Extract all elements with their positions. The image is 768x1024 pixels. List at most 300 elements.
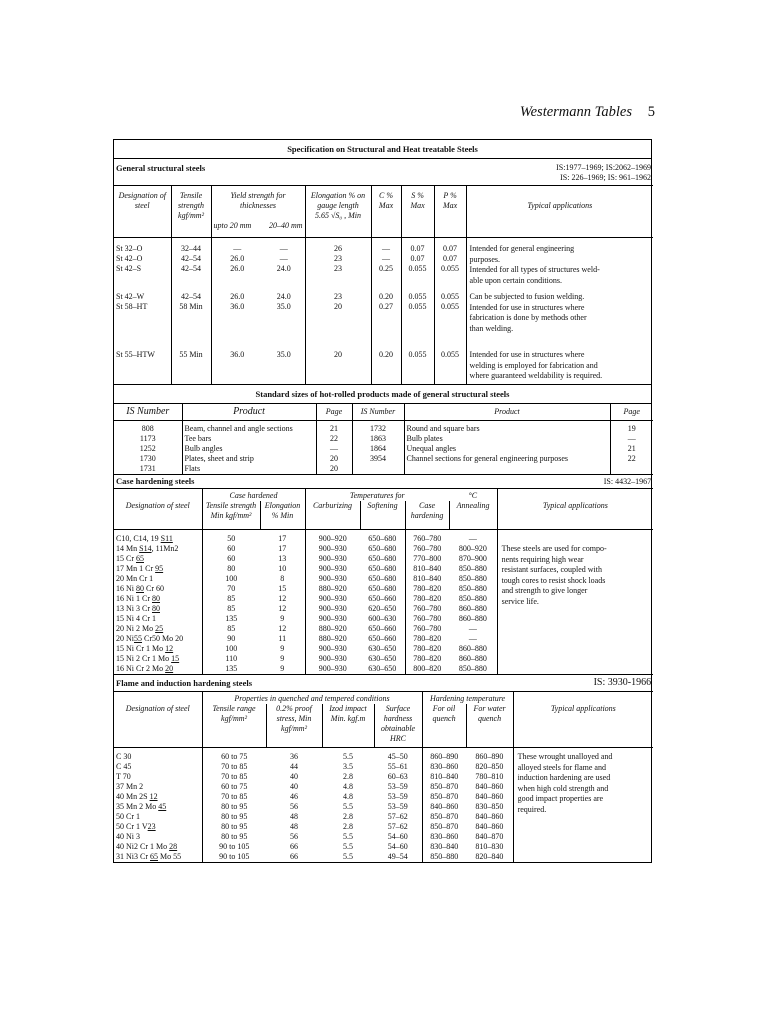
page-cell: 20 xyxy=(316,454,352,464)
value-line: 26.0 xyxy=(230,254,245,263)
tensile-cell: 110 xyxy=(202,654,260,664)
tensile-cell: 85 xyxy=(202,604,260,614)
general-row xyxy=(114,238,653,289)
surface-hardness-cell: 55–61 xyxy=(387,762,408,771)
designation-cell: 20 Ni 2 Mo 25 xyxy=(116,624,164,633)
sizes-header-page-right: Page xyxy=(610,404,653,421)
softening-cell: 620–650 xyxy=(368,604,397,613)
value-line: 0.07 xyxy=(410,254,425,263)
yield-a-cell xyxy=(211,238,263,289)
surface-hardness-cell: 53–59 xyxy=(387,802,408,811)
tensile-range-cell: 60 to 75 xyxy=(202,782,266,792)
underlined-suffix: 15 xyxy=(171,654,180,663)
value-line: 55 Min xyxy=(179,350,203,359)
applications-cell xyxy=(497,530,653,675)
proof-stress-cell: 40 xyxy=(290,782,298,791)
p-cell xyxy=(434,238,466,289)
izod-cell: 2.8 xyxy=(343,812,353,821)
product-cell: Unequal angles xyxy=(404,444,610,454)
tensile-cell: 85 xyxy=(202,624,260,634)
s-cell xyxy=(401,336,434,384)
header-yield-b: 20–40 mm xyxy=(268,221,303,230)
application-line: required. xyxy=(517,804,547,814)
general-title: General structural steels xyxy=(116,163,206,173)
underlined-suffix: 55 xyxy=(134,634,142,643)
tensile-cell: 80 xyxy=(202,564,260,574)
carburizing-cell: 900–930 xyxy=(305,664,360,674)
p-cell xyxy=(434,336,466,384)
general-row xyxy=(114,288,653,336)
value-line: 0.055 xyxy=(441,350,460,359)
general-row xyxy=(114,336,653,384)
proof-stress-cell: 56 xyxy=(290,832,298,841)
value-line: 0.25 xyxy=(379,264,394,273)
surface-hardness-cell: 53–59 xyxy=(387,792,408,801)
value-line: — xyxy=(233,244,242,253)
sizes-row xyxy=(114,464,653,474)
surface-hardness-cell: 54–60 xyxy=(387,832,408,841)
water-quench-cell: 840–860 xyxy=(475,782,504,791)
underlined-suffix: 12 xyxy=(149,792,158,801)
case-hardening-cell: 810–840 xyxy=(405,574,449,584)
water-quench-cell: 820–840 xyxy=(475,852,504,861)
annealing-cell: 850–880 xyxy=(458,564,487,573)
application-line: and strength to give longer xyxy=(501,586,588,595)
designation-cell: 16 Ni Cr 2 Mo 20 xyxy=(116,664,174,673)
proof-stress-cell: 36 xyxy=(290,752,298,761)
value-line: 26.0 xyxy=(230,264,245,273)
designation-cell: C 30 xyxy=(116,752,132,761)
product-cell: Plates, sheet and strip xyxy=(182,454,316,464)
carburizing-cell: 900–930 xyxy=(305,564,360,574)
application-line: Intended for all types of structures weld- xyxy=(469,265,600,274)
oil-quench-cell: 850–870 xyxy=(422,782,466,792)
carburizing-cell: 900–930 xyxy=(305,614,360,624)
case-header-carburizing: Carburizing xyxy=(305,501,360,530)
value-line: 0.055 xyxy=(441,302,460,311)
designation-cell: 17 Mn 1 Cr 95 xyxy=(116,564,164,573)
water-quench-cell: 810–830 xyxy=(475,842,504,851)
value-line: 0.07 xyxy=(443,244,458,253)
softening-cell: 650–680 xyxy=(368,584,397,593)
flame-header-proof: 0.2% proof stress, Min kgf/mm² xyxy=(266,704,322,748)
header-yield xyxy=(211,186,305,238)
tensile-range-cell: 80 to 95 xyxy=(202,802,266,812)
surface-hardness-cell: 53–59 xyxy=(387,782,408,791)
flame-header-hardening-temp: Hardening temperature xyxy=(422,692,513,705)
izod-cell: 5.5 xyxy=(343,752,353,761)
application-line: when high cold strength and xyxy=(517,783,609,793)
flame-title: Flame and induction hardening steels xyxy=(116,678,253,688)
designation-cell: 20 Mn Cr 1 xyxy=(116,574,154,583)
oil-quench-cell: 830–860 xyxy=(422,762,466,772)
elongation-cell: 10 xyxy=(278,564,287,573)
flame-hardening-table xyxy=(114,674,653,862)
tensile-range-cell: 90 to 105 xyxy=(202,852,266,862)
softening-cell: 650–660 xyxy=(368,594,397,603)
product-cell xyxy=(404,464,610,474)
value-line: 42–54 xyxy=(181,264,201,273)
oil-quench-cell: 850–870 xyxy=(422,792,466,802)
carburizing-cell: 900–930 xyxy=(305,654,360,664)
proof-stress-cell: 66 xyxy=(290,842,298,851)
case-header-temps: Temperatures for xyxy=(305,489,449,502)
designation-cell: T 70 xyxy=(116,772,131,781)
header-applications: Typical applications xyxy=(466,186,653,238)
value-line: St 42–S xyxy=(116,264,142,273)
designation-cell: 15 Ni Cr 1 Mo 12 xyxy=(116,644,174,653)
designation-cell: 40 Mn 2S 12 xyxy=(116,792,158,801)
izod-cell: 2.8 xyxy=(343,772,353,781)
surface-hardness-cell: 45–50 xyxy=(387,752,408,761)
case-title: Case hardening steels xyxy=(116,476,195,486)
case-header-elongation: Elongation % Min xyxy=(260,501,305,530)
page-cell: 22 xyxy=(316,434,352,444)
value-line: 0.055 xyxy=(408,292,427,301)
surface-hardness-cell: 57–62 xyxy=(387,822,408,831)
sizes-row xyxy=(114,454,653,464)
elongation-cell xyxy=(305,288,371,336)
is-number-cell: 1252 xyxy=(139,444,156,453)
elongation-cell: 11 xyxy=(278,634,287,643)
application-line: Can be subjected to fusion welding. xyxy=(469,292,585,301)
oil-quench-cell: 850–880 xyxy=(422,852,466,862)
surface-hardness-cell: 54–60 xyxy=(387,842,408,851)
yield-a-cell xyxy=(211,288,263,336)
water-quench-cell: 840–860 xyxy=(475,792,504,801)
annealing-cell: 870–900 xyxy=(458,554,487,563)
flame-row xyxy=(114,748,653,763)
c-cell xyxy=(371,336,401,384)
elongation-cell: 12 xyxy=(278,624,287,633)
p-cell xyxy=(434,288,466,336)
application-line: where guaranteed weldability is required. xyxy=(469,371,603,380)
application-line: nents requiring high wear xyxy=(501,554,584,564)
case-hardening-cell: 760–780 xyxy=(405,604,449,614)
c-cell xyxy=(371,288,401,336)
value-line: 32–44 xyxy=(181,244,201,253)
elongation-cell: 9 xyxy=(280,614,285,623)
header-yield-label: Yield strength for thicknesses xyxy=(230,191,286,210)
product-cell: Round and square bars xyxy=(404,421,610,435)
designation-cell: 15 Ni 2 Cr 1 Mo 15 xyxy=(116,654,180,663)
oil-quench-cell: 840–860 xyxy=(422,802,466,812)
value-line: 42–54 xyxy=(181,254,201,263)
is-number-cell xyxy=(352,464,404,474)
header-p: P % Max xyxy=(434,186,466,238)
oil-quench-cell: 860–890 xyxy=(422,748,466,763)
carburizing-cell: 880–920 xyxy=(305,584,360,594)
value-line: 0.055 xyxy=(408,302,427,311)
softening-cell: 650–660 xyxy=(368,634,397,643)
flame-header-tensile: Tensile range kgf/mm² xyxy=(202,704,266,748)
elongation-cell xyxy=(305,336,371,384)
case-standard: IS: 4432–1967 xyxy=(603,477,652,486)
softening-cell: 630–650 xyxy=(368,644,397,653)
application-line: induction hardening are used xyxy=(517,773,611,782)
value-line: 0.055 xyxy=(408,350,427,359)
value-line: 36.0 xyxy=(230,302,245,311)
general-standard-2: IS: 226–1969; IS: 961–1962 xyxy=(560,173,652,182)
case-hardening-cell: 780–820 xyxy=(405,584,449,594)
s-cell xyxy=(401,288,434,336)
elongation-cell: 9 xyxy=(280,644,285,653)
value-line: — xyxy=(382,254,391,263)
yield-b-cell xyxy=(263,288,305,336)
designation-cell: 50 Cr 1 xyxy=(116,812,140,821)
designation-cell: 37 Mn 2 xyxy=(116,782,144,791)
value-line: — xyxy=(279,254,288,263)
page-cell: — xyxy=(610,434,653,444)
tensile-cell: 70 xyxy=(202,584,260,594)
water-quench-cell: 860–890 xyxy=(475,752,504,761)
designation-cell xyxy=(114,238,171,289)
carburizing-cell: 900–930 xyxy=(305,544,360,554)
value-line: St 55–HTW xyxy=(116,350,155,359)
softening-cell: 650–680 xyxy=(368,564,397,573)
annealing-cell: — xyxy=(468,624,477,633)
annealing-cell: 860–880 xyxy=(458,654,487,663)
value-line: 20 xyxy=(334,302,342,311)
application-line: These steels are used for compo- xyxy=(501,544,607,553)
case-hardening-cell: 780–820 xyxy=(405,634,449,644)
value-line: 0.055 xyxy=(441,264,460,273)
header-tensile: Tensile strength kgf/mm² xyxy=(171,186,211,238)
proof-stress-cell: 56 xyxy=(290,802,298,811)
s-cell xyxy=(401,238,434,289)
tensile-range-cell: 80 to 95 xyxy=(202,812,266,822)
value-line: St 58–HT xyxy=(116,302,148,311)
case-hardening-table xyxy=(114,474,653,674)
tensile-range-cell: 60 to 75 xyxy=(202,748,266,763)
underlined-suffix: 65 xyxy=(136,554,144,563)
tensile-cell: 100 xyxy=(202,644,260,654)
proof-stress-cell: 48 xyxy=(290,822,298,831)
carburizing-cell: 900–930 xyxy=(305,554,360,564)
proof-stress-cell: 46 xyxy=(290,792,298,801)
izod-cell: 2.8 xyxy=(343,822,353,831)
tensile-range-cell: 70 to 85 xyxy=(202,792,266,802)
header-designation: Designation of steel xyxy=(118,191,166,210)
elongation-cell: 15 xyxy=(278,584,287,593)
oil-quench-cell: 850–870 xyxy=(422,812,466,822)
value-line: — xyxy=(382,244,391,253)
page-number: 5 xyxy=(647,104,655,120)
water-quench-cell: 820–850 xyxy=(475,762,504,771)
flame-header-water: For water quench xyxy=(466,704,513,748)
value-line: St 42–W xyxy=(116,292,145,301)
softening-cell: 650–660 xyxy=(368,624,397,633)
carburizing-cell: 900–930 xyxy=(305,604,360,614)
softening-cell: 630–650 xyxy=(368,664,397,673)
carburizing-cell: 900–930 xyxy=(305,594,360,604)
value-line: 0.055 xyxy=(441,292,460,301)
case-hardening-cell: 760–780 xyxy=(405,614,449,624)
value-line: 24.0 xyxy=(276,292,291,301)
carburizing-cell: 880–920 xyxy=(305,624,360,634)
softening-cell: 600–630 xyxy=(368,614,397,623)
sizes-row xyxy=(114,421,653,435)
applications-cell xyxy=(466,336,653,384)
page-cell: 20 xyxy=(316,464,352,474)
water-quench-cell: 840–870 xyxy=(475,832,504,841)
designation-cell: 20 Ni55 Cr50 Mo 20 xyxy=(116,634,184,643)
case-header-applications: Typical applications xyxy=(497,501,653,530)
softening-cell: 650–680 xyxy=(368,554,397,563)
value-line: 20 xyxy=(334,350,342,359)
izod-cell: 4.8 xyxy=(343,792,353,801)
designation-cell: 13 Ni 3 Cr 80 xyxy=(116,604,160,613)
tensile-range-cell: 80 to 95 xyxy=(202,832,266,842)
tensile-cell: 100 xyxy=(202,574,260,584)
izod-cell: 5.5 xyxy=(343,802,353,811)
designation-cell: 40 Ni 3 xyxy=(116,832,140,841)
designation-cell: 40 Ni2 Cr 1 Mo 28 xyxy=(116,842,178,851)
elongation-cell: 13 xyxy=(278,554,287,563)
flame-header-props: Properties in quenched and tempered conditions xyxy=(202,692,422,705)
value-line: 23 xyxy=(334,254,342,263)
tensile-range-cell: 80 to 95 xyxy=(202,822,266,832)
case-row xyxy=(114,530,653,545)
underlined-suffix: 80 xyxy=(152,604,160,613)
softening-cell: 650–680 xyxy=(368,574,397,583)
yield-b-cell xyxy=(263,238,305,289)
case-header-designation: Designation of steel xyxy=(125,501,190,510)
surface-hardness-cell: 60–63 xyxy=(387,772,408,781)
case-hardening-cell: 770–800 xyxy=(405,554,449,564)
value-line: 0.20 xyxy=(379,292,394,301)
tensile-cell: 90 xyxy=(202,634,260,644)
application-line: alloyed steels for flame and xyxy=(517,762,606,772)
application-line: welding is employed for fabrication and xyxy=(469,360,598,370)
case-header-case-hardened: Case hardened xyxy=(202,489,305,502)
value-line: 0.055 xyxy=(408,264,427,273)
product-cell: Beam, channel and angle sections xyxy=(182,421,316,435)
page-header xyxy=(0,104,768,128)
value-line: 35.0 xyxy=(276,350,291,359)
elongation-cell: 12 xyxy=(278,604,287,613)
water-quench-cell: 840–860 xyxy=(475,812,504,821)
case-hardening-cell: 760–780 xyxy=(405,624,449,634)
is-number-cell: 1732 xyxy=(352,421,404,435)
tensile-cell xyxy=(171,288,211,336)
flame-header-oil: For oil quench xyxy=(422,704,466,748)
flame-standard: IS: 3930-1966 xyxy=(593,677,652,688)
applications-cell xyxy=(513,748,653,863)
case-header-tensile: Tensile strength Min kgf/mm² xyxy=(202,501,260,530)
tensile-cell: 60 xyxy=(202,544,260,554)
tensile-cell xyxy=(171,336,211,384)
tensile-cell: 60 xyxy=(202,554,260,564)
tensile-cell: 135 xyxy=(202,614,260,624)
application-line: able upon certain conditions. xyxy=(469,275,562,285)
sizes-header-is-left: IS Number xyxy=(126,405,170,417)
underlined-suffix: 12 xyxy=(165,644,174,653)
application-line: fabrication is done by methods other xyxy=(469,313,587,322)
general-structural-table xyxy=(114,159,653,384)
izod-cell: 5.5 xyxy=(343,832,353,841)
elongation-cell: 17 xyxy=(278,544,287,553)
elongation-cell: 9 xyxy=(280,654,285,663)
underlined-suffix: 25 xyxy=(155,624,164,633)
designation-cell xyxy=(114,336,171,384)
flame-header-applications: Typical applications xyxy=(513,704,653,748)
application-line: tough cores to resist shock loads xyxy=(501,575,606,585)
case-header-annealing: Annealing xyxy=(449,501,497,530)
application-line: purposes. xyxy=(469,254,500,264)
value-line: 35.0 xyxy=(276,302,291,311)
sizes-row xyxy=(114,444,653,454)
carburizing-cell: 900–920 xyxy=(305,530,360,545)
designation-cell: 14 Mn S14, 11Mn2 xyxy=(116,544,179,553)
yield-b-cell xyxy=(263,336,305,384)
elongation-cell: 8 xyxy=(280,574,285,583)
value-line: 58 Min xyxy=(179,302,203,311)
tensile-cell: 50 xyxy=(202,530,260,545)
izod-cell: 5.5 xyxy=(343,842,353,851)
page-cell: 22 xyxy=(610,454,653,464)
application-line: resistant surfaces, coupled with xyxy=(501,565,602,574)
value-line: 42–54 xyxy=(181,292,201,301)
application-line: Intended for general engineering xyxy=(469,244,575,253)
application-line: Intended for use in structures where xyxy=(469,302,585,312)
yield-a-cell xyxy=(211,336,263,384)
case-header-softening: Softening xyxy=(360,501,405,530)
tensile-range-cell: 70 to 85 xyxy=(202,762,266,772)
carburizing-cell: 880–920 xyxy=(305,634,360,644)
header-elongation-label: Elongation % on gauge length xyxy=(310,191,366,210)
header-c: C % Max xyxy=(371,186,401,238)
tensile-range-cell: 90 to 105 xyxy=(202,842,266,852)
page-cell: 21 xyxy=(316,421,352,435)
is-number-cell: 1173 xyxy=(139,434,156,443)
annealing-cell: 850–880 xyxy=(458,594,487,603)
underlined-suffix: 80 xyxy=(136,584,144,593)
case-hardening-cell: 800–820 xyxy=(405,664,449,674)
applications-cell xyxy=(466,288,653,336)
value-line: St 32–O xyxy=(116,244,143,253)
sizes-table xyxy=(114,404,653,475)
underlined-suffix: 20 xyxy=(165,664,174,673)
sizes-header-is-right: IS Number xyxy=(352,404,404,421)
elongation-cell: 12 xyxy=(278,594,287,603)
tensile-range-cell: 70 to 85 xyxy=(202,772,266,782)
oil-quench-cell: 850–870 xyxy=(422,822,466,832)
sizes-header-product-right: Product xyxy=(404,404,610,421)
product-cell: Bulb plates xyxy=(404,434,610,444)
annealing-cell: 850–880 xyxy=(458,664,487,673)
is-number-cell: 1731 xyxy=(139,464,156,473)
is-number-cell: 1730 xyxy=(139,454,156,463)
value-line: 0.07 xyxy=(410,244,425,253)
designation-cell: C10, C14, 19 S11 xyxy=(116,534,173,543)
designation-cell: C 45 xyxy=(116,762,132,771)
applications-cell xyxy=(466,238,653,289)
annealing-cell: 860–880 xyxy=(458,604,487,613)
water-quench-cell: 830–850 xyxy=(475,802,504,811)
product-cell: Flats xyxy=(182,464,316,474)
value-line: — xyxy=(279,244,288,253)
annealing-cell: — xyxy=(468,534,477,543)
is-number-cell: 808 xyxy=(141,424,154,433)
c-cell xyxy=(371,238,401,289)
water-quench-cell: 780–810 xyxy=(475,772,504,781)
value-line: 26.0 xyxy=(230,292,245,301)
designation-cell: 35 Mn 2 Mo 45 xyxy=(116,802,167,811)
application-line: These wrought unalloyed and xyxy=(517,752,613,761)
value-line: 23 xyxy=(334,264,342,273)
proof-stress-cell: 40 xyxy=(290,772,298,781)
